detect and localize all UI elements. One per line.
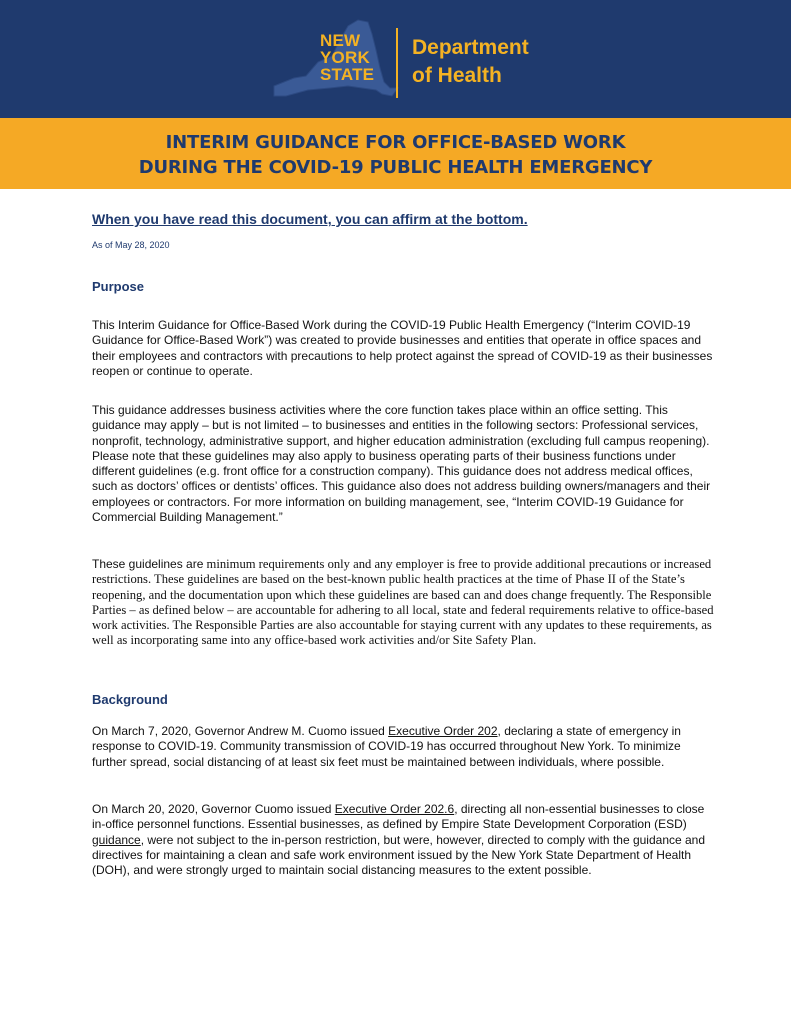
department-name: Department of Health [412,36,529,87]
logo-divider [396,28,398,98]
background-heading: Background [92,692,168,707]
executive-order-202-link[interactable]: Executive Order 202 [388,724,498,738]
executive-order-202-6-link[interactable]: Executive Order 202.6 [334,802,455,816]
paragraph-rest: minimum requirements only and any employer is free to provide additional precautions or increased restrictions. These guidelines are based on the best-known public health practices at the time of Phase II of the State’s reopening, and the documentation upon which these guidelines are based can and does change frequently. The Responsible Parties – as defined below – are accountable for adhering to all local, state and federal requirements relative to office-based work activities. The Responsible Parties are also accountable for staying current with any updates to these requirements, as well as incorporating same into any office-based work activities and/or Site Safety Plan. [92,557,714,648]
background-paragraph-2: On March 20, 2020, Governor Cuomo issued Executive Order 202.6, directing all non-essential businesses to close in-office personnel functions. Essential businesses, as defined by Empire State Development Corporation (ESD) guidance, were not subject to the in-person restriction, but were, however, directed to comply with the guidance and directives for maintaining a clean and safe work environment issued by the New York State Department of Health (DOH), and were strongly urged to maintain social distancing measures to the extent possible. [92,802,706,878]
esd-guidance-link[interactable]: guidance [92,832,141,847]
document-title-line-2: DURING THE COVID-19 PUBLIC HEALTH EMERGENCY [138,157,653,178]
as-of-date: As of May 28, 2020 [92,240,170,250]
paragraph-lead: These guidelines are [92,557,204,571]
purpose-paragraph-2: This guidance addresses business activities where the core function takes place within an office setting. This guidance may apply – but is not limited – to businesses and entities in the following sectors: Professional services, nonprofit, technology, administrative support, and higher education administration (excluding full campus reopening). Please note that these guidelines may also apply to business operating parts of their business functions under different guidelines (e.g. front office for a construction company). This guidance does not address medical offices, such as doctors’ offices or dentists’ offices. This guidance also does not address building owners/managers and their employees or contractors. For more information on building management, see, “Interim COVID-19 Guidance for Commercial Building Management.” [92,403,711,525]
nys-logo-text: NEW YORK STATE [320,31,375,84]
document-title-line-1: INTERIM GUIDANCE FOR OFFICE-BASED WORK [165,132,626,153]
page-header [0,0,791,118]
purpose-paragraph-1: This Interim Guidance for Office-Based Work during the COVID-19 Public Health Emergency (“Interim COVID-19 Guidance for Office-Based Work”) was created to provide businesses and entities that operate in office spaces and their employees and contractors with precautions to help protect against the spread of COVID-19 as their businesses reopen or continue to operate. [92,318,713,378]
title-band [0,118,791,189]
purpose-paragraph-3 [92,557,718,649]
background-paragraph-1: On March 7, 2020, Governor Andrew M. Cuomo issued Executive Order 202, declaring a state of emergency in response to COVID-19. Community transmission of COVID-19 has occurred throughout New York. To minimize further spread, social distancing of at least six feet must be maintained between individuals, where possible. [92,724,681,769]
purpose-heading: Purpose [92,279,145,294]
affirm-link[interactable]: When you have read this document, you can affirm at the bottom. [92,211,528,227]
